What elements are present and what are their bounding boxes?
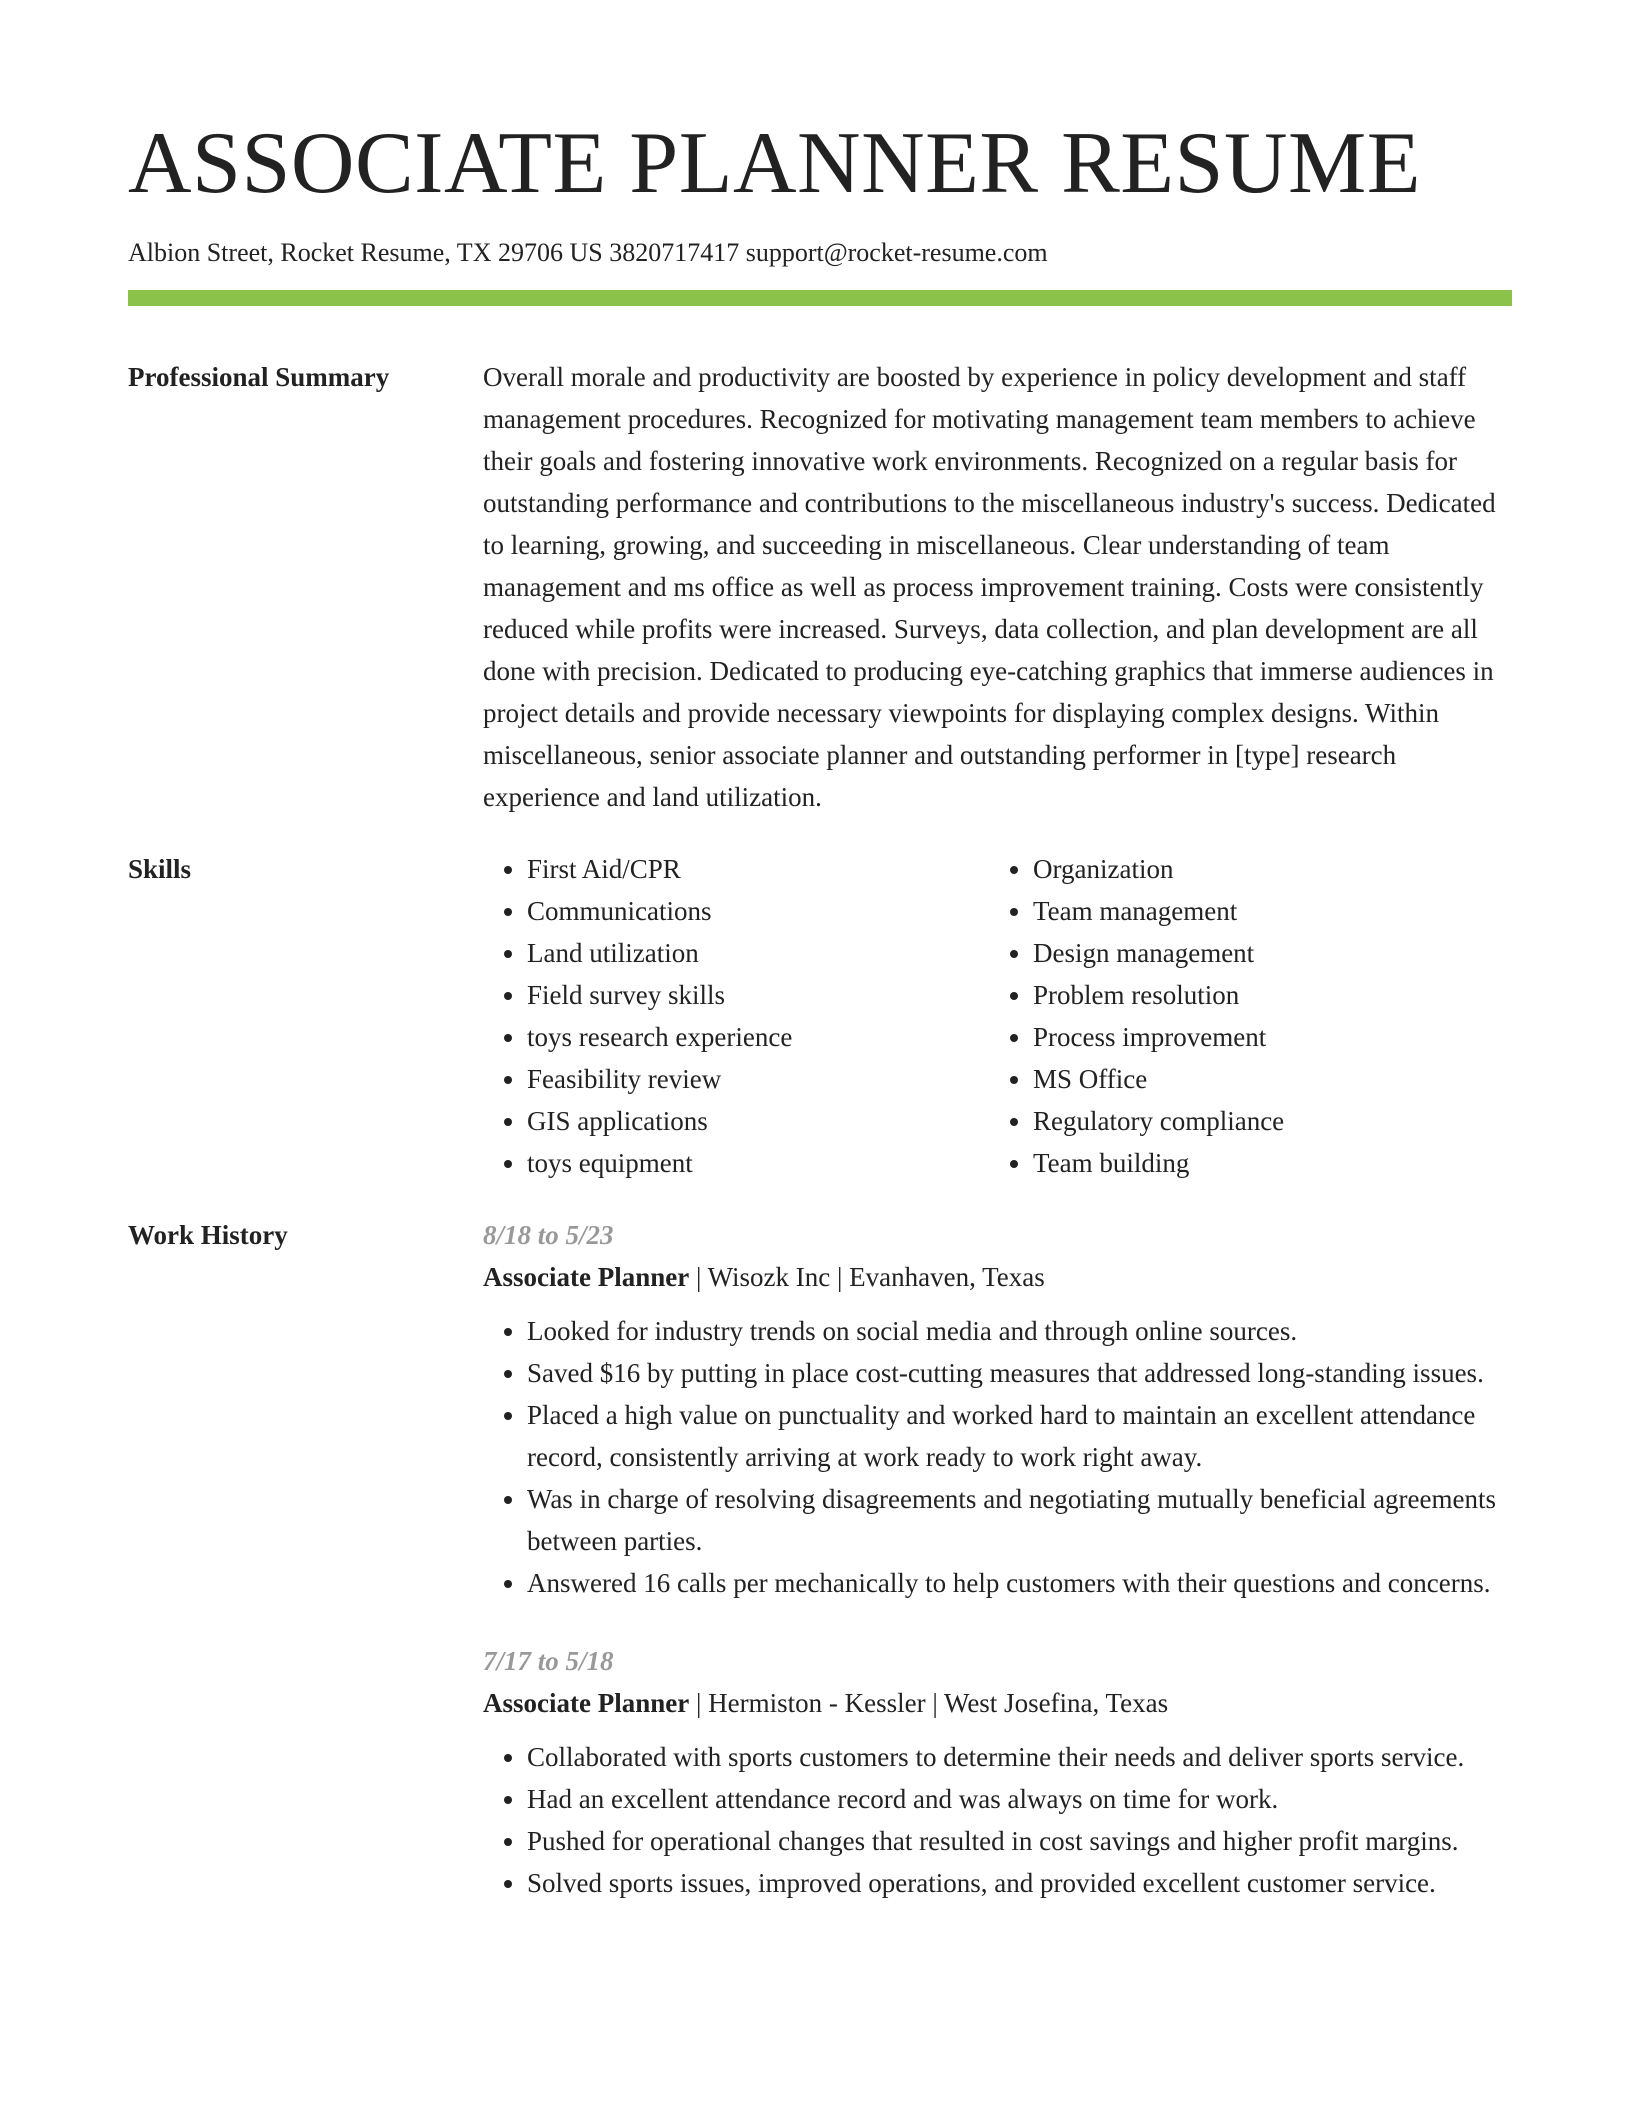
accent-divider bbox=[128, 290, 1512, 306]
skill-item: • Team building bbox=[1033, 1142, 1495, 1184]
skill-item: • Regulatory compliance bbox=[1033, 1100, 1495, 1142]
resume-page bbox=[128, 115, 1512, 1940]
work-history-section bbox=[128, 1214, 1512, 1940]
skills-list-right bbox=[989, 848, 1495, 1184]
job-bullet: • Had an excellent attendance record and was always on time for work. bbox=[527, 1778, 1513, 1820]
job-bullet: • Looked for industry trends on social media and through online sources. bbox=[527, 1310, 1513, 1352]
skill-item: • Design management bbox=[1033, 932, 1495, 974]
summary-section bbox=[128, 356, 1512, 818]
job-title: Associate Planner bbox=[483, 1687, 690, 1718]
skill-item: • First Aid/CPR bbox=[527, 848, 989, 890]
summary-text: Overall morale and productivity are boosted by experience in policy development and staff management procedures. Recognized for motivating management team members to achieve their goals and fostering innovative work environments. Recognized on a regular basis for outstanding performance and contributions to the miscellaneous industry's success. Dedicated to learning, growing, and succeeding in miscellaneous. Clear understanding of team management and ms office as well as process improvement training. Costs were consistently reduced while profits were increased. Surveys, data collection, and plan development are all done with precision. Dedicated to producing eye-catching graphics that immerse audiences in project details and provide necessary viewpoints for displaying complex designs. Within miscellaneous, senior associate planner and outstanding performer in [type] research experience and land utilization. bbox=[483, 361, 1496, 812]
job-entry bbox=[483, 1214, 1513, 1604]
job-details: | Hermiston - Kessler | West Josefina, Texas bbox=[689, 1687, 1169, 1718]
job-bullets bbox=[483, 1310, 1513, 1604]
skill-item: • Feasibility review bbox=[527, 1058, 989, 1100]
job-title: Associate Planner bbox=[483, 1261, 690, 1292]
work-history-label: Work History bbox=[128, 1219, 288, 1250]
job-bullet: • Answered 16 calls per mechanically to help customers with their questions and concerns. bbox=[527, 1562, 1513, 1604]
job-bullet: • Solved sports issues, improved operations, and provided excellent customer service. bbox=[527, 1862, 1513, 1904]
job-title-line bbox=[483, 1682, 1513, 1724]
job-bullet: • Saved $16 by putting in place cost-cutting measures that addressed long-standing issues. bbox=[527, 1352, 1513, 1394]
skill-item: • GIS applications bbox=[527, 1100, 989, 1142]
job-title-line bbox=[483, 1256, 1513, 1298]
resume-title: ASSOCIATE PLANNER RESUME bbox=[128, 115, 1422, 212]
skill-item: • Organization bbox=[1033, 848, 1495, 890]
skills-label: Skills bbox=[128, 853, 192, 884]
skill-item: • Process improvement bbox=[1033, 1016, 1495, 1058]
skills-section bbox=[128, 848, 1512, 1184]
skill-item: • Team management bbox=[1033, 890, 1495, 932]
skills-list-left bbox=[483, 848, 989, 1184]
job-entry bbox=[483, 1640, 1513, 1904]
summary-label: Professional Summary bbox=[128, 361, 390, 392]
job-bullet: • Was in charge of resolving disagreements and negotiating mutually beneficial agreements between parties. bbox=[527, 1478, 1513, 1562]
job-bullet: • Pushed for operational changes that resulted in cost savings and higher profit margins. bbox=[527, 1820, 1513, 1862]
job-bullet: • Collaborated with sports customers to determine their needs and deliver sports service. bbox=[527, 1736, 1513, 1778]
skill-item: • toys research experience bbox=[527, 1016, 989, 1058]
skill-item: • Communications bbox=[527, 890, 989, 932]
job-bullets bbox=[483, 1736, 1513, 1904]
skill-item: • Land utilization bbox=[527, 932, 989, 974]
skill-item: • Field survey skills bbox=[527, 974, 989, 1016]
skill-item: • Problem resolution bbox=[1033, 974, 1495, 1016]
skill-item: • MS Office bbox=[1033, 1058, 1495, 1100]
contact-line: Albion Street, Rocket Resume, TX 29706 US 3820717417 support@rocket-resume.com bbox=[128, 238, 1048, 267]
job-dates: 7/17 to 5/18 bbox=[483, 1645, 614, 1676]
job-details: | Wisozk Inc | Evanhaven, Texas bbox=[689, 1261, 1045, 1292]
job-dates: 8/18 to 5/23 bbox=[483, 1219, 614, 1250]
job-bullet: • Placed a high value on punctuality and worked hard to maintain an excellent attendance record, consistently arriving at work ready to work right away. bbox=[527, 1394, 1513, 1478]
skill-item: • toys equipment bbox=[527, 1142, 989, 1184]
